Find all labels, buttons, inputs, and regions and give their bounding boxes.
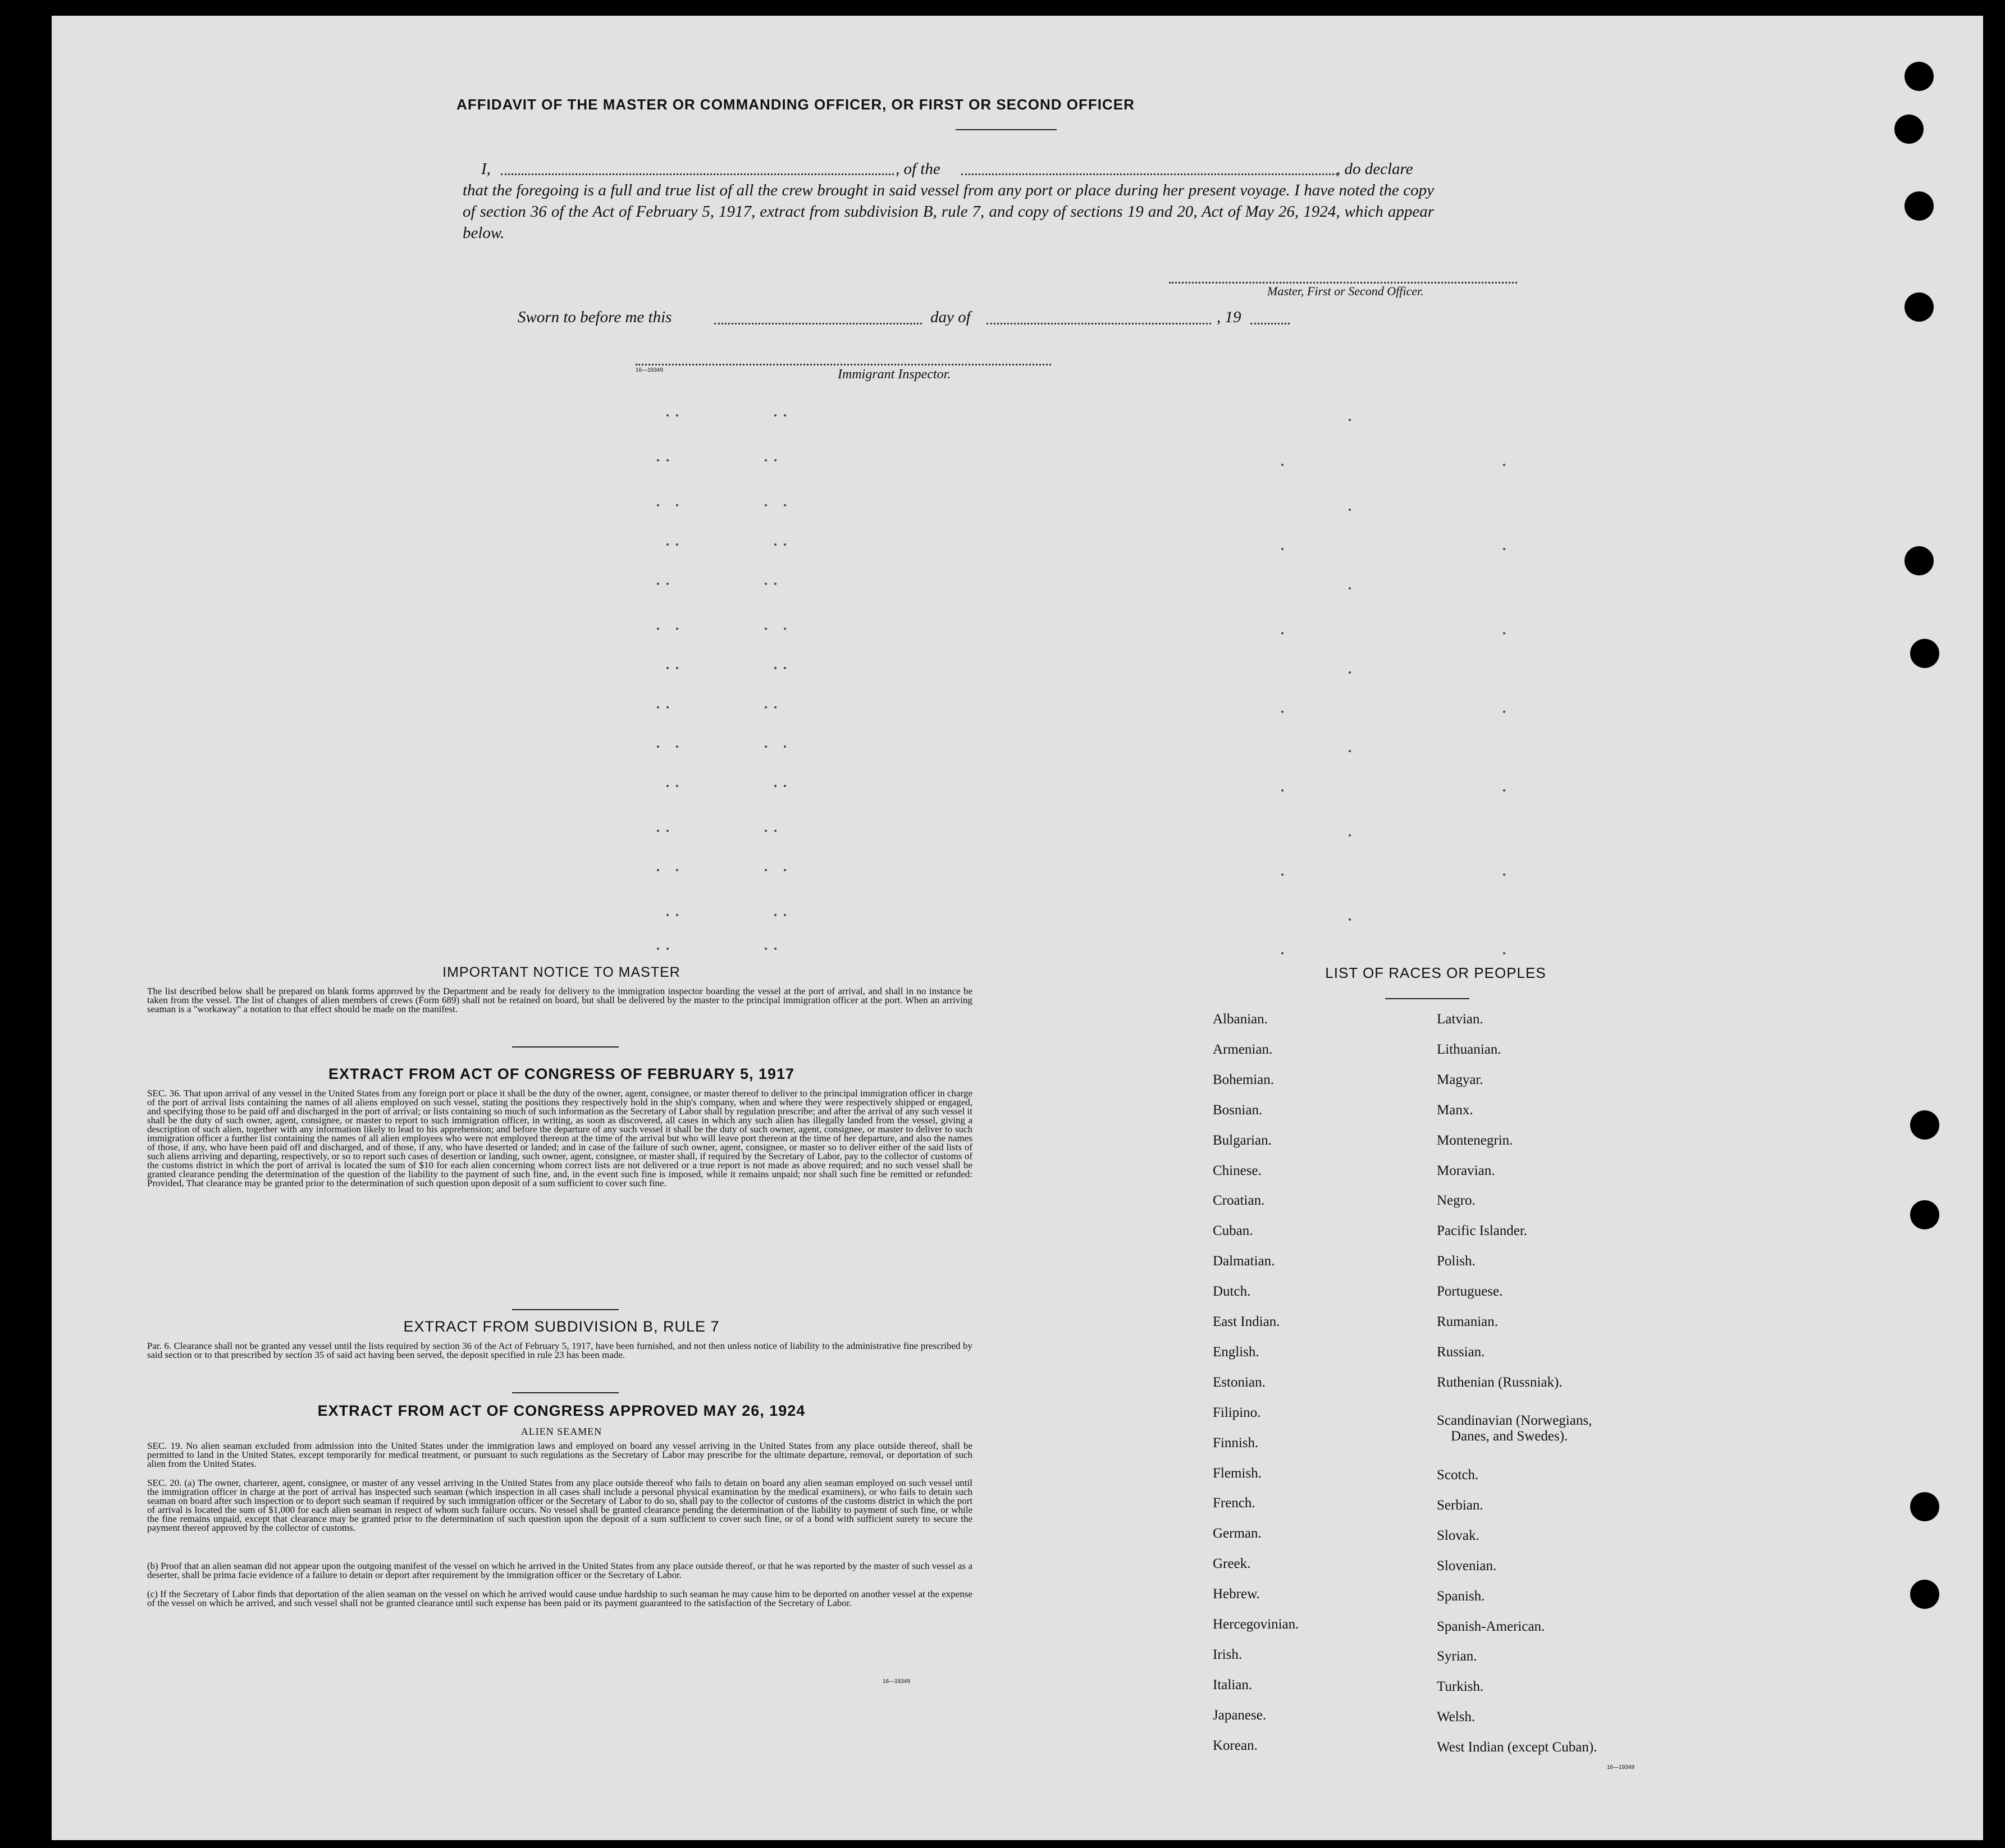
race-item: West Indian (except Cuban). bbox=[1437, 1740, 1597, 1755]
speck bbox=[784, 869, 786, 871]
race-item: Polish. bbox=[1437, 1254, 1476, 1269]
sworn-label: Sworn to before me this bbox=[518, 308, 672, 326]
subdivision-divider bbox=[512, 1392, 619, 1393]
speck bbox=[1349, 918, 1351, 921]
speck bbox=[1281, 632, 1284, 634]
race-item: Manx. bbox=[1437, 1102, 1473, 1118]
speck bbox=[774, 948, 777, 950]
extract-1917-divider bbox=[512, 1309, 619, 1310]
speck bbox=[676, 667, 678, 669]
race-item: Montenegrin. bbox=[1437, 1132, 1513, 1148]
speck bbox=[676, 869, 678, 871]
punch-hole bbox=[1904, 292, 1934, 322]
race-item: Scotch. bbox=[1437, 1467, 1479, 1483]
speck bbox=[666, 785, 669, 787]
name-blank-line[interactable] bbox=[501, 173, 894, 175]
speck bbox=[774, 414, 777, 417]
race-item: Slovenian. bbox=[1437, 1558, 1497, 1573]
race-item: Slovak. bbox=[1437, 1527, 1479, 1543]
speck bbox=[1503, 873, 1505, 876]
race-item: Filipino. bbox=[1213, 1405, 1261, 1420]
race-item: Welsh. bbox=[1437, 1709, 1476, 1725]
speck bbox=[657, 504, 659, 506]
race-item: Korean. bbox=[1213, 1737, 1258, 1753]
race-item: Latvian. bbox=[1437, 1012, 1483, 1027]
race-item: Pacific Islander. bbox=[1437, 1223, 1528, 1239]
speck bbox=[774, 706, 777, 708]
speck bbox=[765, 583, 767, 585]
sworn-day-line[interactable] bbox=[714, 323, 922, 324]
sec-20b-text: (b) Proof that an alien seaman did not appear upon the outgoing manifest of the vessel on which he arrived in the United States from any place outside thereof, or that he was reported by the master of such vessel as a deserter, shall be prima facie evidence of a failure to detain or deport after requirement by the immigration officer or the Secretary of Labor. bbox=[147, 1561, 972, 1580]
race-item: Finnish. bbox=[1213, 1435, 1259, 1451]
speck bbox=[1349, 419, 1351, 421]
speck bbox=[774, 785, 777, 787]
speck bbox=[1503, 789, 1505, 792]
race-item: Spanish-American. bbox=[1437, 1618, 1545, 1634]
speck bbox=[774, 667, 777, 669]
master-signature-line[interactable] bbox=[1169, 282, 1517, 283]
race-item: Albanian. bbox=[1213, 1012, 1268, 1027]
speck bbox=[676, 543, 678, 546]
punch-hole bbox=[1904, 546, 1934, 575]
speck bbox=[774, 459, 777, 461]
race-item: Bosnian. bbox=[1213, 1102, 1263, 1118]
race-item: Moravian. bbox=[1437, 1163, 1495, 1178]
speck bbox=[774, 830, 777, 832]
race-item: Bohemian. bbox=[1213, 1072, 1275, 1087]
speck bbox=[784, 628, 786, 630]
speck bbox=[1349, 509, 1351, 511]
extract-1924-title: EXTRACT FROM ACT OF CONGRESS APPROVED MAY 26, 1924 bbox=[317, 1402, 806, 1419]
punch-hole bbox=[1910, 639, 1939, 668]
affidavit-body: that the foregoing is a full and true list of all the crew brought in said vessel from any port or place during her present voyage. I have noted the copy of section 36 of the Act of February 5, 1917, extract from subdivision B, rule 7, and copy of sections 19 and 20, Act of May 26, 1924, which appear below. bbox=[463, 181, 1434, 242]
speck bbox=[1503, 711, 1505, 713]
speck bbox=[666, 583, 669, 585]
speck bbox=[784, 414, 786, 417]
race-scandinavian-line2: Danes, and Swedes). bbox=[1451, 1429, 1568, 1444]
race-item: Greek. bbox=[1213, 1556, 1251, 1572]
sworn-month-line[interactable] bbox=[986, 323, 1211, 324]
speck bbox=[657, 745, 659, 748]
race-item: Syrian. bbox=[1437, 1649, 1477, 1664]
form-number-right: 16—19349 bbox=[1607, 1764, 1634, 1771]
race-item: Turkish. bbox=[1437, 1679, 1484, 1695]
inspector-label: Immigrant Inspector. bbox=[838, 367, 951, 382]
speck bbox=[1503, 952, 1505, 954]
speck bbox=[765, 869, 767, 871]
speck bbox=[774, 583, 777, 585]
form-page bbox=[52, 16, 1983, 1840]
title-divider bbox=[956, 129, 1057, 130]
speck bbox=[774, 914, 777, 916]
day-of-label: day of bbox=[930, 308, 971, 326]
sec-20c-text: (c) If the Secretary of Labor finds that deportation of the alien seaman on the vessel on which he arrived would cause undue hardship to such seaman he may cause him to be deported on another vessel at the expense of the vessel on which he arrived, and such vessel shall not be granted clearance until such expense has been paid or its payment guaranteed to the satisfaction of the Secretary of Labor. bbox=[147, 1589, 972, 1608]
race-item: Lithuanian. bbox=[1437, 1041, 1501, 1057]
race-item: Russian. bbox=[1437, 1344, 1485, 1360]
race-item: Chinese. bbox=[1213, 1163, 1262, 1178]
race-scandinavian-line1: Scandinavian (Norwegians, bbox=[1437, 1413, 1592, 1428]
speck bbox=[657, 459, 659, 461]
speck bbox=[1281, 873, 1284, 876]
speck bbox=[1503, 632, 1505, 634]
speck bbox=[1349, 587, 1351, 589]
speck bbox=[765, 706, 767, 708]
speck bbox=[1503, 548, 1505, 550]
subdivision-title: EXTRACT FROM SUBDIVISION B, RULE 7 bbox=[403, 1318, 720, 1335]
race-item: Croatian. bbox=[1213, 1193, 1265, 1209]
notice-title: IMPORTANT NOTICE TO MASTER bbox=[442, 964, 680, 980]
affidavit-of-the: , of the bbox=[896, 160, 940, 178]
speck bbox=[1349, 671, 1351, 674]
speck bbox=[676, 914, 678, 916]
speck bbox=[676, 745, 678, 748]
race-item: Flemish. bbox=[1213, 1465, 1262, 1481]
speck bbox=[657, 706, 659, 708]
race-item: Irish. bbox=[1213, 1646, 1243, 1662]
speck bbox=[1349, 834, 1351, 836]
race-item: Portuguese. bbox=[1437, 1284, 1503, 1300]
speck bbox=[765, 745, 767, 748]
speck bbox=[666, 414, 669, 417]
speck bbox=[657, 869, 659, 871]
race-item: Spanish. bbox=[1437, 1588, 1485, 1604]
race-item: East Indian. bbox=[1213, 1314, 1280, 1329]
race-item: English. bbox=[1213, 1344, 1259, 1360]
speck bbox=[784, 504, 786, 506]
race-item: Armenian. bbox=[1213, 1041, 1273, 1057]
punch-hole bbox=[1904, 191, 1934, 221]
speck bbox=[1281, 464, 1284, 466]
extract-1917-title: EXTRACT FROM ACT OF CONGRESS OF FEBRUARY 5, 1917 bbox=[328, 1065, 795, 1082]
race-item: Japanese. bbox=[1213, 1707, 1267, 1723]
speck bbox=[1503, 464, 1505, 466]
speck bbox=[784, 785, 786, 787]
race-item: Cuban. bbox=[1213, 1223, 1253, 1239]
race-item: Hebrew. bbox=[1213, 1586, 1260, 1602]
year-label: , 19 bbox=[1217, 308, 1241, 326]
races-title: LIST OF RACES OR PEOPLES bbox=[1325, 964, 1546, 981]
speck bbox=[765, 948, 767, 950]
notice-divider bbox=[512, 1046, 619, 1047]
speck bbox=[676, 504, 678, 506]
speck bbox=[676, 414, 678, 417]
speck bbox=[657, 948, 659, 950]
affidavit-do-declare: , do declare bbox=[1336, 160, 1413, 178]
race-item: Dalmatian. bbox=[1213, 1254, 1275, 1269]
extract-1917-text: SEC. 36. That upon arrival of any vessel in the United States from any foreign port or place it shall be the duty of the owner, agent, consignee, or master thereof to deliver to the principal immigration officer in charge of the port of arrival lists containing the names of all aliens employed on such vessel, stating the positions they respectively hold in the ship's company, when and where they were respectively shipped or engaged, and specifying those to be paid off and discharged in the port of arrival; or lists containing so much of such information as the Secretary of Labor shall by regulation prescribe; and after the arrival of any such vessel it shall be the duty of such owner, agent, consignee, or master to report to such immigration officer, in writing, as soon as discovered, all cases in which any such alien has illegally landed from the vessel, giving a description of such alien, together with any information likely to lead to his apprehension; and before the departure of any such vessel it shall be the duty of such owner, agent, consignee, or master to deliver to such immigration officer a further list containing the names of all alien employees who were not employed thereon at the time of the arrival but who will leave port thereon at the time of her departure, and also the names of those, if any, who have been paid off and discharged, and of those, if any, who have deserted or landed; and in case of the failure of such owner, agent, consignee, or master so to deliver either of the said lists of such aliens arriving and departing, respectively, or so to report such cases of desertion or landing, such owner, agent, consignee, or master shall, if required by the Secretary of Labor, pay to the collector of customs of the customs district in which the port of arrival is located the sum of $10 for each alien concerning whom correct lists are not delivered or a true report is not made as above required; and no such vessel shall be granted clearance pending the determination of the question of the liability to the payment of such fine, and, in the event such fine is imposed, while it remains unpaid; nor shall such fine be remitted or refunded: Provided, That clearance may be granted prior to the determination of such question upon deposit of a sum sufficient to cover such fine. bbox=[147, 1088, 972, 1188]
sworn-year-line[interactable] bbox=[1250, 323, 1290, 324]
speck bbox=[657, 830, 659, 832]
notice-text: The list described below shall be prepared on blank forms approved by the Department and be ready for delivery to the immigration inspector boarding the vessel at the port of arrival, and shall in no instance be taken from the vessel. The list of changes of alien members of crews (Form 689) shall not be retained on board, but shall be delivered by the master to the principal immigration officer at the port. When an arriving seaman is a "workaway" a notation to that effect should be made on the manifest. bbox=[147, 986, 972, 1014]
punch-hole bbox=[1894, 115, 1924, 144]
punch-hole bbox=[1910, 1200, 1939, 1229]
speck bbox=[784, 543, 786, 546]
speck bbox=[765, 628, 767, 630]
speck bbox=[666, 543, 669, 546]
race-item: Estonian. bbox=[1213, 1374, 1266, 1390]
race-item: Negro. bbox=[1437, 1193, 1476, 1209]
race-item: Hercegovinian. bbox=[1213, 1617, 1299, 1632]
race-item: Rumanian. bbox=[1437, 1314, 1499, 1329]
speck bbox=[1281, 711, 1284, 713]
speck bbox=[784, 667, 786, 669]
speck bbox=[666, 667, 669, 669]
alien-seamen-subtitle: ALIEN SEAMEN bbox=[520, 1426, 602, 1437]
speck bbox=[1281, 789, 1284, 792]
race-item: French. bbox=[1213, 1495, 1255, 1511]
punch-hole bbox=[1910, 1110, 1939, 1140]
speck bbox=[1281, 952, 1284, 954]
sec-20a-text: SEC. 20. (a) The owner, charterer, agent, consignee, or master of any vessel arriving in the United States from any place outside thereof who fails to detain on board any alien seaman employed on such vessel until the immigration officer in charge at the port of arrival has inspected such seaman (which inspection in all cases shall include a personal physical examination by the medical examiners), or who fails to detain such seaman on board after such inspection or to deport such seaman if required by such immigration officer or the Secretary of Labor to do so, shall pay to the collector of customs of the customs district in which the port of arrival is located the sum of $1,000 for each alien seaman in respect of whom such failure occurs. No vessel shall be granted clearance pending the determination of the liability to payment of such fine, or while the fine remains unpaid, except that clearance may be granted prior to the determination of such question upon the deposit of a sum sufficient to cover such fine, or of a bond with sufficient surety to secure the payment thereof approved by the collector of customs. bbox=[147, 1478, 972, 1533]
race-item: Dutch. bbox=[1213, 1284, 1251, 1300]
form-number-left: 16—19349 bbox=[883, 1678, 910, 1685]
speck bbox=[765, 504, 767, 506]
speck bbox=[657, 628, 659, 630]
speck bbox=[666, 459, 669, 461]
speck bbox=[784, 914, 786, 916]
speck bbox=[765, 459, 767, 461]
punch-hole bbox=[1910, 1580, 1939, 1609]
race-item: Magyar. bbox=[1437, 1072, 1483, 1087]
speck bbox=[666, 914, 669, 916]
race-item: Serbian. bbox=[1437, 1497, 1483, 1513]
affidavit-i: I, bbox=[481, 160, 491, 178]
sec-19-text: SEC. 19. No alien seaman excluded from admission into the United States under the immigration laws and employed on board any vessel arriving in the United States from any place outside thereof, shall be permitted to land in the United States, except temporarily for medical treatment, or pursuant to such regulations as the Secretary of Labor may prescribe for the ultimate departure, removal, or deportation of such alien from the United States. bbox=[147, 1440, 972, 1469]
form-number-top: 16—19349 bbox=[636, 367, 663, 373]
speck bbox=[765, 830, 767, 832]
speck bbox=[774, 543, 777, 546]
race-item: Ruthenian (Russniak). bbox=[1437, 1374, 1563, 1390]
speck bbox=[1349, 750, 1351, 752]
vessel-blank-line[interactable] bbox=[961, 173, 1337, 175]
races-divider bbox=[1385, 998, 1469, 999]
speck bbox=[657, 583, 659, 585]
race-item: Italian. bbox=[1213, 1677, 1253, 1693]
master-signature-label: Master, First or Second Officer. bbox=[1267, 284, 1424, 298]
speck bbox=[1281, 548, 1284, 550]
speck bbox=[676, 785, 678, 787]
speck bbox=[784, 745, 786, 748]
speck bbox=[676, 628, 678, 630]
affidavit-title: AFFIDAVIT OF THE MASTER OR COMMANDING OFFICER, OR FIRST OR SECOND OFFICER bbox=[456, 96, 1135, 113]
speck bbox=[666, 706, 669, 708]
race-item: German. bbox=[1213, 1526, 1262, 1541]
subdivision-text: Par. 6. Clearance shall not be granted any vessel until the lists required by section 36 of the Act of February 5, 1917, have been furnished, and not then unless notice of liability to the administrative fine prescribed by said section or to that prescribed by section 35 of said act having been served, the deposit specified in rule 23 has been made. bbox=[147, 1341, 972, 1360]
punch-hole bbox=[1904, 62, 1934, 91]
race-item: Bulgarian. bbox=[1213, 1132, 1272, 1148]
speck bbox=[666, 830, 669, 832]
punch-hole bbox=[1910, 1492, 1939, 1521]
inspector-signature-line[interactable] bbox=[636, 364, 1051, 365]
speck bbox=[666, 948, 669, 950]
